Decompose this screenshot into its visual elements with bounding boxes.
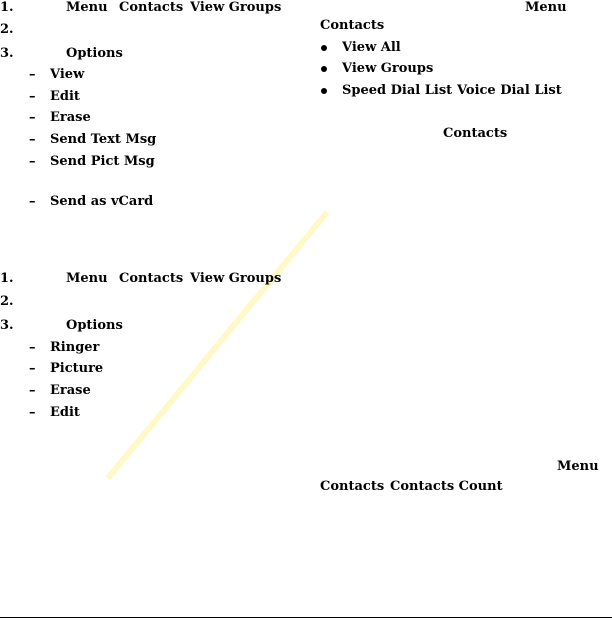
dash-bullet: –: [29, 383, 36, 398]
menu-label: Menu: [525, 0, 567, 15]
dash-bullet: –: [29, 154, 36, 169]
contacts-label: Contacts: [119, 0, 184, 15]
dash-bullet: –: [29, 132, 36, 147]
option-item-edit: Edit: [50, 89, 80, 104]
dash-bullet: –: [29, 405, 36, 420]
option-item-erase: Erase: [50, 110, 91, 125]
options-label: Options: [66, 318, 123, 333]
bullet-item-view-groups: View Groups: [342, 61, 434, 76]
view-groups-label: View Groups: [190, 271, 282, 286]
watermark-stripe: [106, 210, 330, 480]
dash-bullet: –: [29, 89, 36, 104]
contacts-label: Contacts: [320, 479, 385, 494]
option-item-erase: Erase: [50, 383, 91, 398]
contacts-label: Contacts: [119, 271, 184, 286]
step-number: 1.: [0, 271, 14, 286]
option-item-view: View: [50, 67, 85, 82]
view-groups-label: View Groups: [190, 0, 282, 15]
menu-label: Menu: [66, 0, 108, 15]
menu-label: Menu: [557, 459, 599, 474]
bullet-item-voice-dial-list: Voice Dial List: [457, 83, 562, 98]
option-item-ringer: Ringer: [50, 340, 100, 355]
step-number: 1.: [0, 0, 14, 15]
bullet-item-speed-dial-list: Speed Dial List: [342, 83, 453, 98]
contacts-label: Contacts: [443, 126, 508, 141]
contacts-count-label: Contacts Count: [390, 479, 503, 494]
step-number: 2.: [0, 22, 14, 37]
contacts-label: Contacts: [320, 18, 385, 33]
option-item-edit: Edit: [50, 405, 80, 420]
footer-rule: [0, 617, 612, 618]
option-item-send-text-msg: Send Text Msg: [50, 132, 157, 147]
option-item-send-as-vcard: Send as vCard: [50, 194, 154, 209]
step-number: 3.: [0, 46, 14, 61]
option-item-send-pict-msg: Send Pict Msg: [50, 154, 155, 169]
options-label: Options: [66, 46, 123, 61]
bullet-icon: [321, 66, 327, 72]
dash-bullet: –: [29, 67, 36, 82]
dash-bullet: –: [29, 361, 36, 376]
bullet-icon: [321, 88, 327, 94]
dash-bullet: –: [29, 194, 36, 209]
step-number: 3.: [0, 318, 14, 333]
option-item-picture: Picture: [50, 361, 104, 376]
dash-bullet: –: [29, 340, 36, 355]
bullet-icon: [321, 45, 327, 51]
menu-label: Menu: [66, 271, 108, 286]
dash-bullet: –: [29, 110, 36, 125]
bullet-item-view-all: View All: [342, 40, 401, 55]
step-number: 2.: [0, 294, 14, 309]
